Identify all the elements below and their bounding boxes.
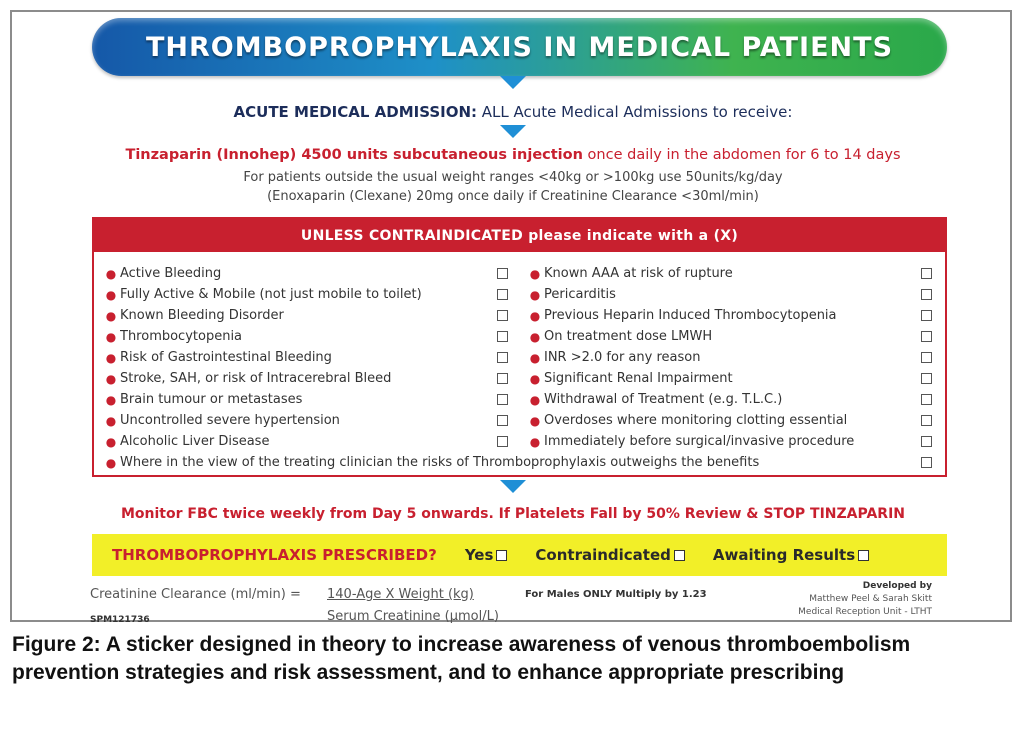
contraindication-checkbox[interactable] bbox=[497, 415, 508, 426]
bullet-icon: ● bbox=[105, 266, 117, 281]
contraindication-label: INR >2.0 for any reason bbox=[544, 350, 701, 365]
contraindication-checkbox[interactable] bbox=[921, 457, 932, 468]
contraindication-item bbox=[102, 410, 514, 431]
contraindication-label: Overdoses where monitoring clotting essential bbox=[544, 413, 848, 428]
contraindication-checkbox[interactable] bbox=[497, 436, 508, 447]
contraindication-item bbox=[526, 410, 938, 431]
bullet-icon: ● bbox=[529, 287, 541, 302]
contraindication-checkbox[interactable] bbox=[497, 331, 508, 342]
awaiting-checkbox[interactable] bbox=[858, 550, 869, 561]
developed-names: Matthew Peel & Sarah Skitt bbox=[809, 594, 932, 604]
developed-title: Developed by bbox=[862, 581, 932, 591]
contraindication-item bbox=[526, 263, 938, 284]
option-contraindicated-label: Contraindicated bbox=[535, 546, 671, 564]
monitor-warning: Monitor FBC twice weekly from Day 5 onwards. If Platelets Fall by 50% Review & STOP TINZAPARIN bbox=[120, 506, 906, 522]
contraindication-item bbox=[102, 347, 514, 368]
bullet-icon: ● bbox=[105, 308, 117, 323]
bullet-icon: ● bbox=[105, 434, 117, 449]
contraindication-item bbox=[526, 347, 938, 368]
prescribed-question: THROMBOPROPHYLAXIS PRESCRIBED? bbox=[112, 546, 437, 564]
formula-denominator: Serum Creatinine (µmol/L) bbox=[327, 609, 499, 624]
contraindication-item bbox=[102, 263, 514, 284]
bullet-icon: ● bbox=[529, 329, 541, 344]
figure-caption: Figure 2: A sticker designed in theory to increase awareness of venous thromboembolism prevention strategies and risk assessment, and to enhance appropriate prescribing bbox=[12, 633, 911, 684]
contraindication-item bbox=[102, 326, 514, 347]
contraindication-item bbox=[102, 368, 514, 389]
bullet-icon: ● bbox=[529, 266, 541, 281]
formula-males-note: For Males ONLY Multiply by 1.23 bbox=[525, 589, 707, 600]
option-awaiting bbox=[713, 546, 869, 564]
contraindicated-checkbox[interactable] bbox=[674, 550, 685, 561]
bullet-icon: ● bbox=[105, 371, 117, 386]
arrow-down-icon bbox=[500, 76, 526, 89]
sticker-code: SPM121736 bbox=[90, 615, 150, 625]
contraindication-left-column bbox=[102, 263, 514, 452]
title-banner bbox=[92, 18, 947, 76]
contraindication-checkbox[interactable] bbox=[497, 289, 508, 300]
contraindication-item bbox=[102, 431, 514, 452]
weight-note: For patients outside the usual weight ranges <40kg or >100kg use 50units/kg/day bbox=[243, 170, 783, 185]
bullet-icon: ● bbox=[105, 329, 117, 344]
contraindication-label: Active Bleeding bbox=[120, 266, 222, 281]
contraindication-item bbox=[526, 284, 938, 305]
enoxaparin-note: (Enoxaparin (Clexane) 20mg once daily if Creatinine Clearance <30ml/min) bbox=[267, 189, 759, 204]
contraindication-item bbox=[102, 284, 514, 305]
contraindication-checkbox[interactable] bbox=[921, 436, 932, 447]
contraindication-item bbox=[526, 389, 938, 410]
yes-checkbox[interactable] bbox=[496, 550, 507, 561]
sticker-frame bbox=[10, 10, 1012, 625]
option-yes bbox=[465, 546, 508, 564]
bullet-icon: ● bbox=[529, 413, 541, 428]
contraindication-label: Known AAA at risk of rupture bbox=[544, 266, 733, 281]
contraindication-checkbox[interactable] bbox=[921, 268, 932, 279]
contraindication-label: Stroke, SAH, or risk of Intracerebral Bleed bbox=[120, 371, 392, 386]
admission-text: ALL Acute Medical Admissions to receive: bbox=[477, 103, 793, 121]
contraindication-label: Uncontrolled severe hypertension bbox=[120, 413, 340, 428]
contraindication-label: Fully Active & Mobile (not just mobile to toilet) bbox=[120, 287, 422, 302]
bullet-icon: ● bbox=[529, 392, 541, 407]
contraindication-checkbox[interactable] bbox=[497, 310, 508, 321]
contraindication-checkbox[interactable] bbox=[921, 310, 932, 321]
bullet-icon: ● bbox=[105, 455, 117, 470]
contraindication-label: Previous Heparin Induced Thrombocytopenia bbox=[544, 308, 837, 323]
contraindication-item bbox=[102, 452, 938, 473]
contraindication-label: Where in the view of the treating clinician the risks of Thromboprophylaxis outweighs the benefits bbox=[120, 455, 760, 470]
contraindication-label: Alcoholic Liver Disease bbox=[120, 434, 270, 449]
contraindication-checkbox[interactable] bbox=[921, 331, 932, 342]
contraindication-label: Brain tumour or metastases bbox=[120, 392, 303, 407]
contraindication-label: Thrombocytopenia bbox=[120, 329, 243, 344]
contraindication-checkbox[interactable] bbox=[921, 352, 932, 363]
option-awaiting-label: Awaiting Results bbox=[712, 546, 856, 564]
contraindication-item bbox=[102, 305, 514, 326]
contraindication-label: Significant Renal Impairment bbox=[544, 371, 733, 386]
contraindication-checkbox[interactable] bbox=[497, 268, 508, 279]
admission-label: ACUTE MEDICAL ADMISSION: bbox=[233, 103, 478, 121]
formula-label: Creatinine Clearance (ml/min) = bbox=[90, 587, 301, 602]
bullet-icon: ● bbox=[105, 392, 117, 407]
option-contraindicated bbox=[535, 546, 684, 564]
contraindication-checkbox[interactable] bbox=[921, 289, 932, 300]
contraindication-item bbox=[526, 305, 938, 326]
arrow-down-icon bbox=[500, 125, 526, 138]
bullet-icon: ● bbox=[529, 308, 541, 323]
formula-numerator: 140-Age X Weight (kg) bbox=[327, 587, 474, 602]
banner-title: THROMBOPROPHYLAXIS IN MEDICAL PATIENTS bbox=[145, 31, 894, 63]
contraindication-checkbox[interactable] bbox=[497, 352, 508, 363]
tinzaparin-line bbox=[12, 147, 1014, 163]
contraindication-label: Pericarditis bbox=[544, 287, 616, 302]
contraindication-item bbox=[526, 368, 938, 389]
contraindication-label: On treatment dose LMWH bbox=[544, 329, 713, 344]
bullet-icon: ● bbox=[105, 287, 117, 302]
developed-unit: Medical Reception Unit - LTHT bbox=[798, 607, 932, 617]
contraindication-label: Risk of Gastrointestinal Bleeding bbox=[120, 350, 332, 365]
contraindication-checkbox[interactable] bbox=[497, 373, 508, 384]
contraindication-label: Immediately before surgical/invasive procedure bbox=[544, 434, 855, 449]
bullet-icon: ● bbox=[529, 350, 541, 365]
tinzaparin-schedule: once daily in the abdomen for 6 to 14 days bbox=[582, 147, 901, 163]
bullet-icon: ● bbox=[105, 413, 117, 428]
arrow-down-icon bbox=[500, 480, 526, 493]
bullet-icon: ● bbox=[105, 350, 117, 365]
contraindication-checkbox[interactable] bbox=[921, 373, 932, 384]
bullet-icon: ● bbox=[529, 434, 541, 449]
contraindication-item bbox=[102, 389, 514, 410]
admission-line bbox=[12, 103, 1014, 121]
prescribed-bar bbox=[92, 534, 947, 576]
contraindication-checkbox[interactable] bbox=[921, 394, 932, 405]
contraindication-label: Known Bleeding Disorder bbox=[120, 308, 284, 323]
tinzaparin-dose: Tinzaparin (Innohep) 4500 units subcutaneous injection bbox=[125, 147, 583, 163]
contraindication-item bbox=[526, 326, 938, 347]
bullet-icon: ● bbox=[529, 371, 541, 386]
contraindication-checkbox[interactable] bbox=[921, 415, 932, 426]
contraindication-header: UNLESS CONTRAINDICATED please indicate with a (X) bbox=[94, 219, 945, 252]
developed-by bbox=[798, 580, 932, 619]
contraindication-label: Withdrawal of Treatment (e.g. T.L.C.) bbox=[544, 392, 783, 407]
contraindication-checkbox[interactable] bbox=[497, 394, 508, 405]
contraindication-item bbox=[526, 431, 938, 452]
contraindication-panel bbox=[92, 217, 947, 477]
contraindication-right-column bbox=[526, 263, 938, 452]
option-yes-label: Yes bbox=[464, 546, 494, 564]
